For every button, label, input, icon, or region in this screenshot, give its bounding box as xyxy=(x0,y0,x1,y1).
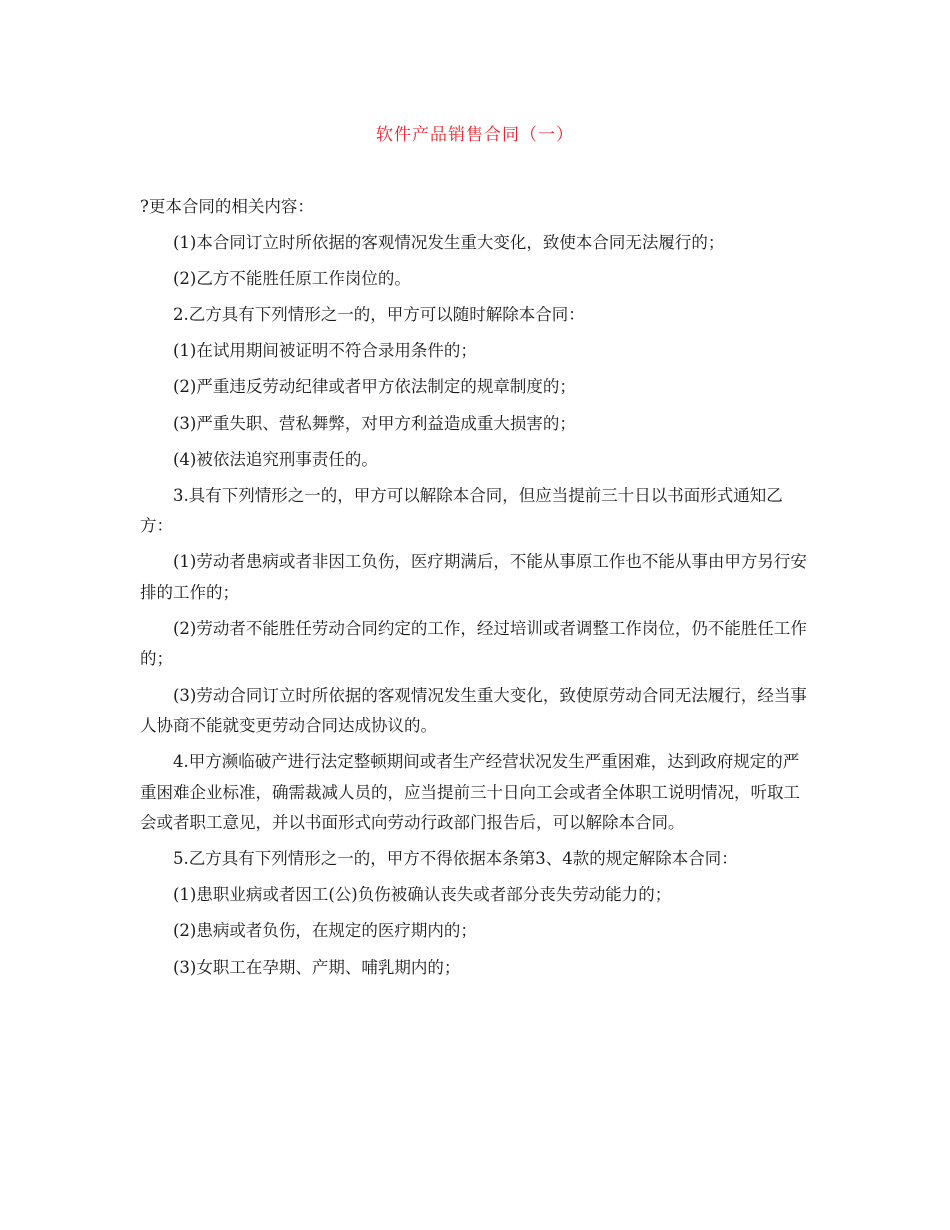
paragraph: (2)乙方不能胜任原工作岗位的。 xyxy=(173,269,411,289)
paragraph: (4)被依法追究刑事责任的。 xyxy=(173,449,378,469)
paragraph: (2)劳动者不能胜任劳动合同约定的工作，经过培训或者调整工作岗位，仍不能胜任工作的； xyxy=(140,618,807,669)
paragraph: 2.乙方具有下列情形之一的，甲方可以随时解除本合同： xyxy=(173,305,585,325)
paragraph: (2)严重违反劳动纪律或者甲方依法制定的规章制度的； xyxy=(173,377,576,397)
paragraph: (3)女职工在孕期、产期、哺乳期内的； xyxy=(173,957,461,977)
paragraph: (3)劳动合同订立时所依据的客观情况发生重大变化，致使原劳动合同无法履行，经当事人协商不能就变更劳动合同达成协议的。 xyxy=(140,685,807,736)
paragraph: (3)严重失职、营私舞弊，对甲方利益造成重大损害的； xyxy=(173,413,576,433)
paragraph: (1)在试用期间被证明不符合录用条件的； xyxy=(173,341,477,361)
paragraph: ?更本合同的相关内容： xyxy=(140,197,314,216)
paragraph: (2)患病或者负伤，在规定的医疗期内的； xyxy=(173,921,477,941)
paragraph: 5.乙方具有下列情形之一的，甲方不得依据本条第3、4款的规定解除本合同： xyxy=(173,849,738,869)
paragraph: 4.甲方濒临破产进行法定整顿期间或者生产经营状况发生严重困难，达到政府规定的严重困难企业标准，确需裁减人员的，应当提前三十日向工会或者全体职工说明情况，听取工会或者职工意见，并以书面形式向劳动行政部门报告后，可以解除本合同。 xyxy=(140,752,800,833)
paragraph: (1)患职业病或者因工(公)负伤被确认丧失或者部分丧失劳动能力的； xyxy=(173,885,672,905)
paragraph: (1)本合同订立时所依据的客观情况发生重大变化，致使本合同无法履行的； xyxy=(173,233,725,253)
document-body xyxy=(140,192,812,989)
document-title: 软件产品销售合同（一） xyxy=(376,125,574,145)
paragraph: 3.具有下列情形之一的，甲方可以解除本合同，但应当提前三十日以书面形式通知乙方： xyxy=(140,485,783,536)
paragraph: (1)劳动者患病或者非因工负伤，医疗期满后，不能从事原工作也不能从事由甲方另行安排的工作的； xyxy=(140,552,807,602)
